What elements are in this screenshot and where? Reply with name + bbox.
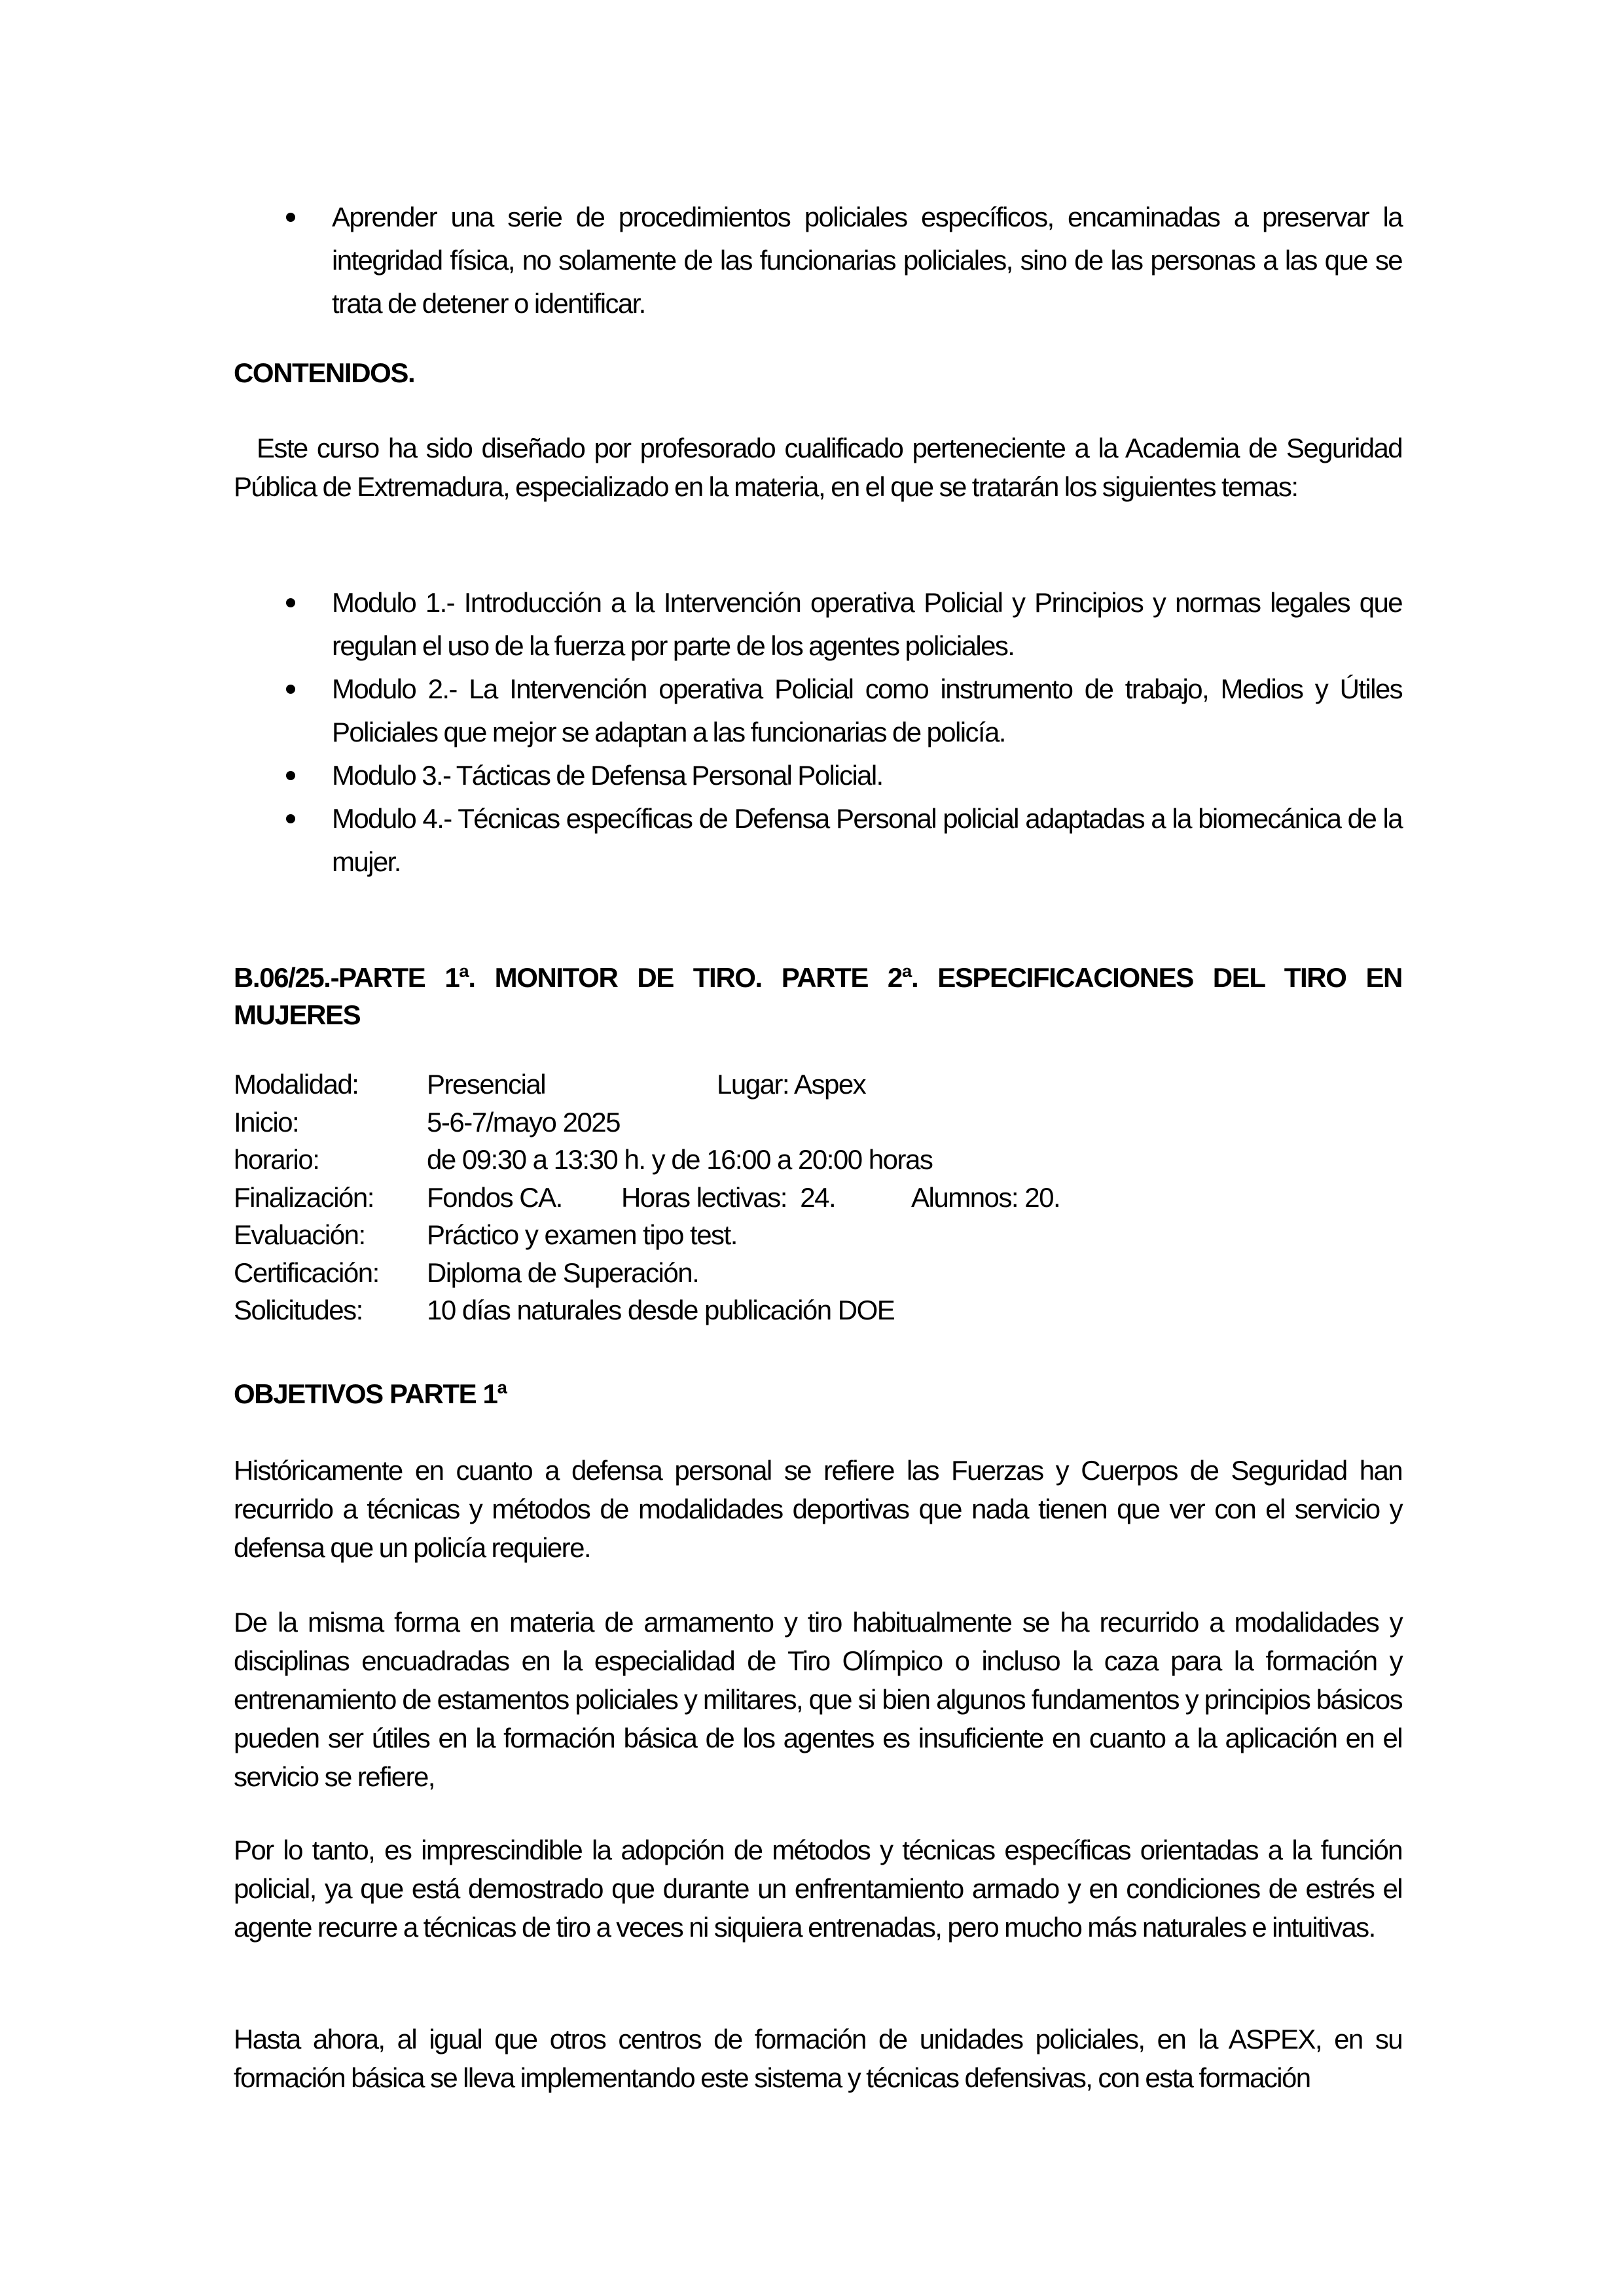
objetivos-paragraph: De la misma forma en materia de armamento y tiro habitualmente se ha recurrido a modalidades y disciplinas encuadradas en la especialidad de Tiro Olímpico o incluso la caza para la formación y entrenamiento de estamentos policiales y militares, que si bien algunos fundamentos y principios básicos pueden ser útiles en la formación básica de los agentes es insuficiente en cuanto a la aplicación en el servicio se refiere, xyxy=(234,1607,1402,1792)
module-text: Modulo 4.- Técnicas específicas de Defensa Personal policial adaptadas a la biomecánica de la mujer. xyxy=(332,803,1402,877)
table-row xyxy=(234,1291,1060,1329)
detail-label: horario: xyxy=(234,1144,319,1175)
objetivos-paragraph: Hasta ahora, al igual que otros centros de formación de unidades policiales, en la ASPEX, en su formación básica se lleva implementando este sistema y técnicas defensivas, con esta formación xyxy=(234,2024,1402,2093)
contenidos-heading: CONTENIDOS. xyxy=(234,357,415,388)
bullet-icon xyxy=(286,598,295,607)
detail-value: Diploma de Superación. xyxy=(427,1257,699,1288)
detail-value: 5-6-7/mayo 2025 xyxy=(427,1106,621,1138)
module-text: Modulo 1.- Introducción a la Intervención operativa Policial y Principios y normas legales que regulan el uso de la fuerza por parte de los agentes policiales. xyxy=(332,587,1402,661)
bullet-icon xyxy=(286,213,295,222)
table-row xyxy=(234,1254,1060,1292)
detail-label: Evaluación: xyxy=(234,1219,365,1250)
bullet-icon xyxy=(286,814,295,823)
detail-value: 10 días naturales desde publicación DOE xyxy=(427,1295,895,1325)
horas-value: Horas lectivas: 24. xyxy=(621,1181,836,1213)
list-item xyxy=(234,196,1402,325)
objectives-bullet-list xyxy=(234,196,1402,325)
table-row xyxy=(234,1141,1060,1179)
course-details-table xyxy=(234,1066,1060,1329)
module-text: Modulo 3.- Tácticas de Defensa Personal Policial. xyxy=(332,760,883,791)
detail-value: Fondos CA. xyxy=(427,1181,562,1213)
detail-value: Presencial xyxy=(427,1069,546,1100)
objetivos-paragraph: Por lo tanto, es imprescindible la adopción de métodos y técnicas específicas orientadas a la función policial, ya que está demostrado que durante un enfrentamiento armado y en condiciones de estrés el agente recurre a técnicas de tiro a veces ni siquiera entrenadas, pero mucho más naturales e intuitivas. xyxy=(234,1835,1402,1943)
bullet-icon xyxy=(286,685,295,694)
bullet-text: Aprender una serie de procedimientos policiales específicos, encaminadas a preservar la integridad física, no solamente de las funcionarias policiales, sino de las personas a las que se trata de detener o identificar. xyxy=(332,202,1402,319)
detail-label: Modalidad: xyxy=(234,1069,359,1100)
lugar-value: Lugar: Aspex xyxy=(717,1069,866,1100)
table-row xyxy=(234,1066,1060,1103)
course-title: B.06/25.-PARTE 1ª. MONITOR DE TIRO. PARTE 2ª. ESPECIFICACIONES DEL TIRO EN MUJERES xyxy=(234,962,1402,1030)
table-row xyxy=(234,1103,1060,1141)
list-item xyxy=(234,797,1402,884)
alumnos-value: Alumnos: 20. xyxy=(911,1181,1060,1213)
detail-value: Práctico y examen tipo test. xyxy=(427,1219,737,1250)
modules-list xyxy=(234,581,1402,884)
detail-label: Inicio: xyxy=(234,1106,299,1138)
list-item xyxy=(234,754,1402,797)
bullet-icon xyxy=(286,771,295,780)
objetivos-paragraph: Históricamente en cuanto a defensa personal se refiere las Fuerzas y Cuerpos de Seguridad han recurrido a técnicas y métodos de modalidades deportivas que nada tienen que ver con el servicio y defensa que un policía requiere. xyxy=(234,1455,1402,1563)
module-text: Modulo 2.- La Intervención operativa Policial como instrumento de trabajo, Medios y Útiles Policiales que mejor se adaptan a las funcionarias de policía. xyxy=(332,673,1402,747)
list-item xyxy=(234,668,1402,754)
table-row xyxy=(234,1216,1060,1254)
detail-value: de 09:30 a 13:30 h. y de 16:00 a 20:00 horas xyxy=(427,1144,933,1175)
detail-label: Finalización: xyxy=(234,1181,374,1213)
table-row xyxy=(234,1179,1060,1217)
contenidos-intro-paragraph: Este curso ha sido diseñado por profesorado cualificado perteneciente a la Academia de Seguridad Pública de Extremadura, especializado en la materia, en el que se tratarán los siguientes temas: xyxy=(234,433,1402,502)
objetivos-heading: OBJETIVOS PARTE 1ª xyxy=(234,1378,507,1409)
detail-label: Certificación: xyxy=(234,1257,379,1288)
detail-label: Solicitudes: xyxy=(234,1295,363,1325)
list-item xyxy=(234,581,1402,668)
